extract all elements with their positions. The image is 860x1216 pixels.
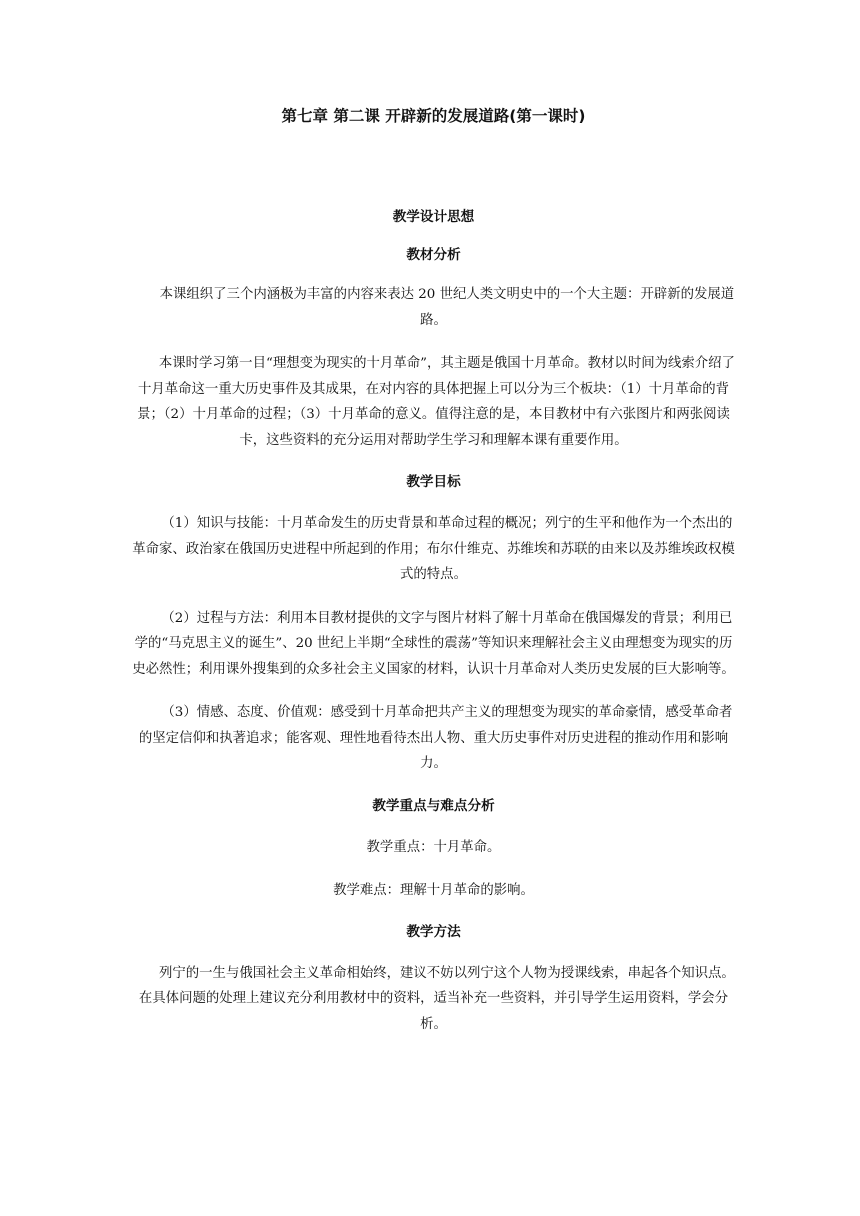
method-paragraph: 列宁的一生与俄国社会主义革命相始终，建议不妨以列宁这个人物为授课线索，串起各个知识点。在具体问题的处理上建议充分利用教材中的资料，适当补充一些资料，并引导学生运用资料，学会分析。: [138, 965, 735, 1032]
difficulty-point: 教学难点：理解十月革命的影响。: [333, 882, 534, 898]
focus-heading: 教学重点与难点分析: [372, 797, 495, 814]
goals-heading: 教学目标: [406, 474, 461, 490]
goal-process: （2）过程与方法：利用本目教材提供的文字与图片材料了解十月革命在俄国爆发的背景；利用已学的“马克思主义的诞生”、20 世纪上半期“全球性的震荡”等知识来理解社会主义由理想变为现实的历史必然性；利用课外搜集到的众多社会主义国家的材料，认识十月革命对人类历史发展的巨大影响等。: [132, 610, 735, 677]
goal-knowledge: （1）知识与技能：十月革命发生的历史背景和革命过程的概况；列宁的生平和他作为一个杰出的革命家、政治家在俄国历史进程中所起到的作用；布尔什维克、苏维埃和苏联的由来以及苏维埃政权模式的特点。: [132, 516, 735, 582]
design-heading: 教学设计思想: [392, 209, 475, 225]
key-point: 教学重点：十月革命。: [366, 839, 501, 855]
material-paragraph-2: 本课时学习第一目“理想变为现实的十月革命”，其主题是俄国十月革命。教材以时间为线索介绍了十月革命这一重大历史事件及其成果，在对内容的具体把握上可以分为三个板块：（1）十月革命的背景；（2）十月革命的过程；（3）十月革命的意义。值得注意的是，本目教材中有六张图片和两张阅读卡，这些资料的充分运用对帮助学生学习和理解本课有重要作用。: [137, 356, 735, 448]
goal-attitude: （3）情感、态度、价值观：感受到十月革命把共产主义的理想变为现实的革命豪情，感受革命者的坚定信仰和执著追求；能客观、理性地看待杰出人物、重大历史事件对历史进程的推动作用和影响力。: [138, 705, 733, 771]
document-title: 第七章 第二课 开辟新的发展道路(第一课时): [281, 107, 586, 125]
method-heading: 教学方法: [406, 923, 461, 940]
material-heading: 教材分析: [406, 247, 461, 263]
material-paragraph-1: 本课组织了三个内涵极为丰富的内容来表达 20 世纪人类文明史中的一个大主题：开辟新的发展道路。: [159, 287, 735, 328]
